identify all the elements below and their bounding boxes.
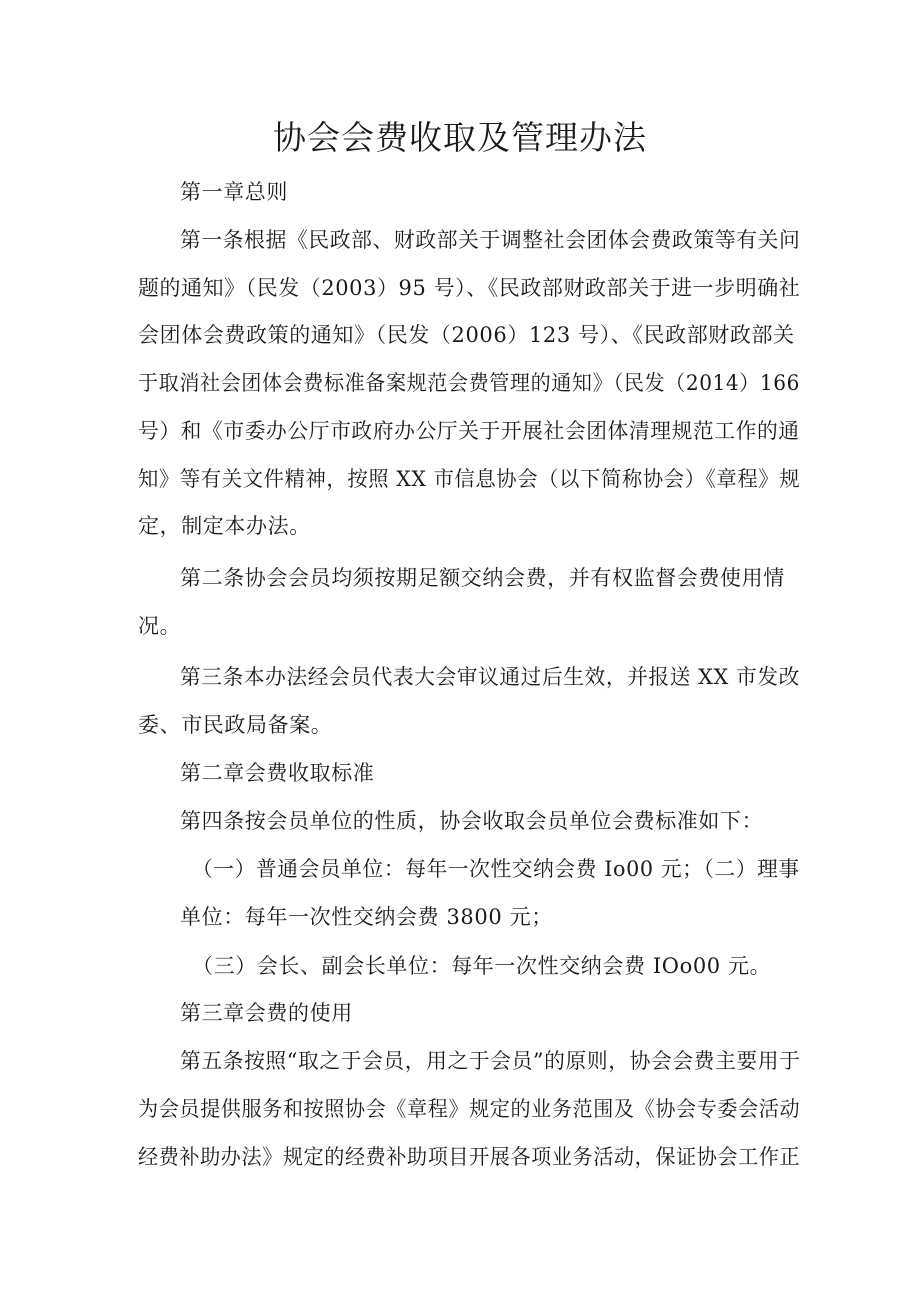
article-5-line-1: 第五条按照“取之于会员，用之于会员”的原则，协会会费主要用于: [180, 1049, 801, 1073]
document-title: 协会会费收取及管理办法: [273, 118, 647, 157]
chapter-1-heading: 第一章总则: [180, 180, 288, 204]
article-1-line-2: 题的通知》（民发（2003）95 号）、《民政部财政部关于进一步明确社: [138, 276, 801, 300]
article-1-line-7: 定，制定本办法。: [138, 514, 311, 538]
article-1-line-5: 号）和《市委办公厅市政府办公厅关于开展社会团体清理规范工作的通: [138, 419, 800, 443]
article-3-line-1: 第三条本办法经会员代表大会审议通过后生效，并报送 XX 市发改: [180, 665, 800, 689]
fee-line-3: （三）会长、副会长单位：每年一次性交纳会费 IOo00 元。: [192, 954, 772, 978]
article-3-line-2: 委、市民政局备案。: [138, 713, 333, 737]
article-2-line-1: 第二条协会会员均须按期足额交纳会费，并有权监督会费使用情: [180, 566, 785, 590]
chapter-3-heading: 第三章会费的使用: [180, 1001, 353, 1025]
fee-line-2: 单位：每年一次性交纳会费 3800 元；: [180, 905, 553, 929]
article-5-line-3: 经费补助办法》规定的经费补助项目开展各项业务活动，保证协会工作正: [138, 1145, 801, 1169]
article-1-line-3: 会团体会费政策的通知》（民发（2006）123 号）、《民政部财政部关: [138, 323, 795, 347]
article-1-line-1: 第一条根据《民政部、财政部关于调整社会团体会费政策等有关问: [180, 228, 801, 252]
article-5-line-2: 为会员提供服务和按照协会《章程》规定的业务范围及《协会专委会活动: [138, 1097, 801, 1121]
chapter-2-heading: 第二章会费收取标准: [180, 761, 375, 785]
article-4-intro: 第四条按会员单位的性质，协会收取会员单位会费标准如下：: [180, 809, 764, 833]
fee-line-1: （一）普通会员单位：每年一次性交纳会费 Io00 元；（二）理事: [192, 857, 800, 881]
article-1-line-4: 于取消社会团体会费标准备案规范会费管理的通知》（民发（2014）166: [138, 371, 800, 395]
article-2-line-2: 况。: [138, 614, 182, 638]
article-1-line-6: 知》等有关文件精神，按照 XX 市信息协会（以下简称协会）《章程》规: [138, 467, 801, 491]
